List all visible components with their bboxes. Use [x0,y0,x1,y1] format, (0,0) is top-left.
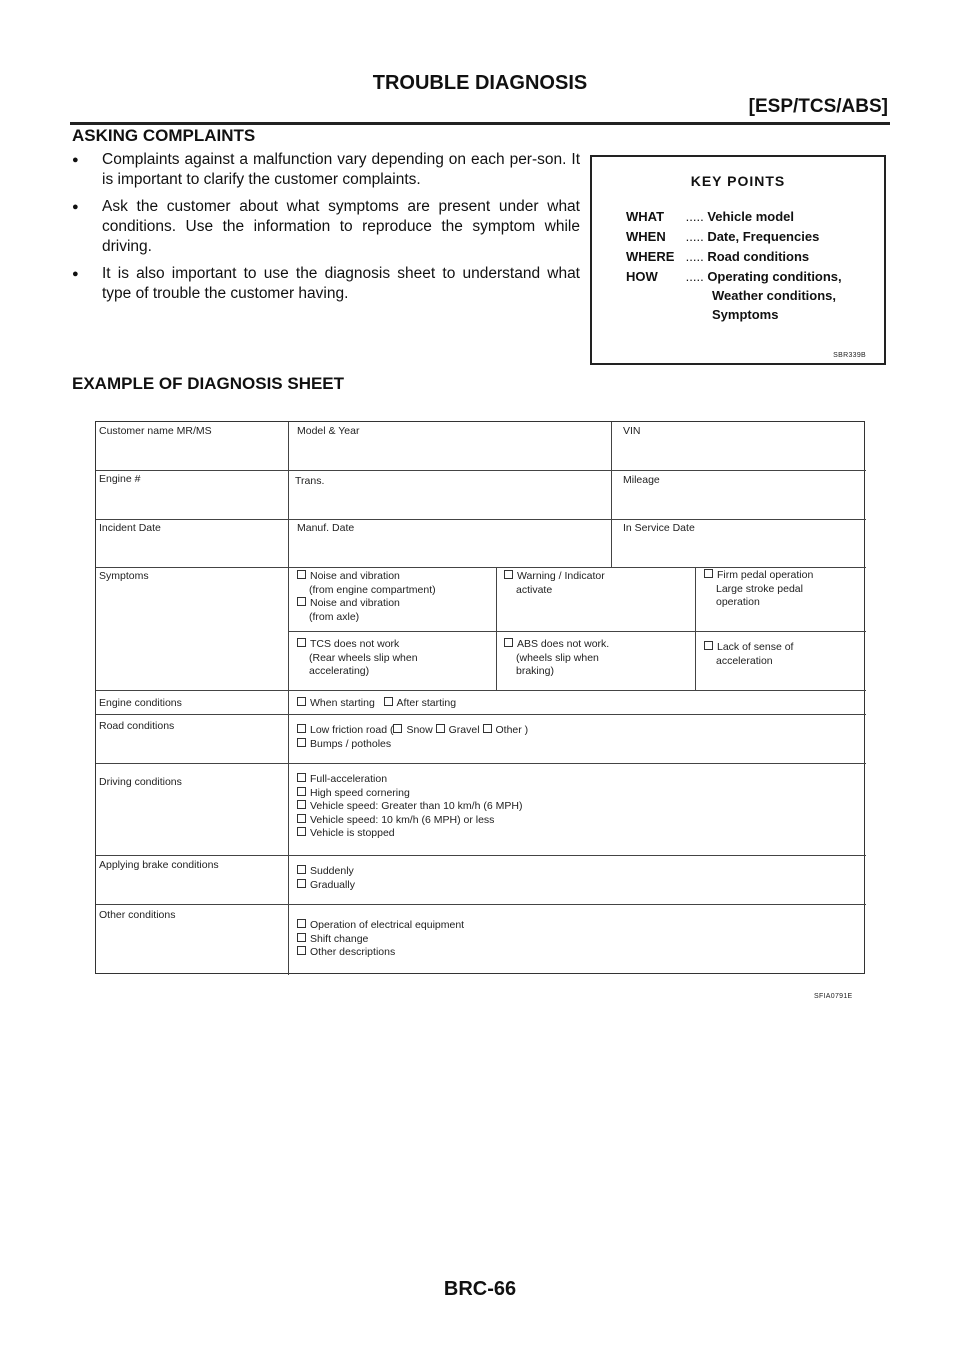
mileage-label: Mileage [623,474,660,486]
checkbox-icon[interactable] [384,697,393,706]
complaints-bullet-list [72,150,580,311]
engine-conditions-label: Engine conditions [99,697,182,709]
in-service-date-label: In Service Date [623,522,695,534]
checkbox-icon[interactable] [297,773,306,782]
checkbox-icon[interactable] [297,738,306,747]
key-point-where: WHERE ..... Road conditions [626,249,810,264]
driving-conditions-label: Driving conditions [99,776,182,788]
checkbox-icon[interactable] [297,946,306,955]
checkbox-icon[interactable] [297,879,306,888]
checkbox-icon[interactable] [297,638,306,647]
key-point-cont: Symptoms [712,307,779,322]
section-tag: [ESP/TCS/ABS] [748,96,888,117]
symptom-tcs: TCS does not work (Rear wheels slip when accelerating) [297,638,418,679]
diagnosis-sheet [95,421,865,974]
checkbox-icon[interactable] [297,697,306,706]
checkbox-icon[interactable] [504,638,513,647]
checkbox-icon[interactable] [704,569,713,578]
road-conditions-label: Road conditions [99,720,175,732]
figure-id: SFIA0791E [814,993,853,1000]
checkbox-icon[interactable] [297,814,306,823]
checkbox-icon[interactable] [297,724,306,733]
brake-conditions-label: Applying brake conditions [99,859,219,871]
driving-conditions-options: Full-acceleration High speed cornering Vehicle speed: Greater than 10 km/h (6 MPH) Vehicle speed: 10 km/h (6 MPH) or less Vehicle is stopped [297,773,522,841]
symptom-firm-pedal: Firm pedal operation Large stroke pedal operation [704,569,813,610]
engine-conditions-options: When starting After starting [297,697,456,711]
checkbox-icon[interactable] [483,724,492,733]
checkbox-icon[interactable] [297,597,306,606]
symptoms-label: Symptoms [99,570,149,582]
page-title: TROUBLE DIAGNOSIS [372,72,588,94]
checkbox-icon[interactable] [297,865,306,874]
header-rule [70,122,890,125]
key-point-cont: Weather conditions, [712,288,836,303]
key-point-what: WHAT ..... Vehicle model [626,209,795,224]
example-heading: EXAMPLE OF DIAGNOSIS SHEET [72,374,345,393]
page-number: BRC-66 [443,1278,517,1300]
checkbox-icon[interactable] [297,570,306,579]
brake-conditions-options: Suddenly Gradually [297,865,355,892]
checkbox-icon[interactable] [297,919,306,928]
checkbox-icon[interactable] [436,724,445,733]
bullet-item: ● Complaints against a malfunction vary depending on each per-son. It is important to clarify the customer complaints. [72,150,580,190]
trans-label: Trans. [295,475,325,487]
checkbox-icon[interactable] [393,724,402,733]
incident-date-label: Incident Date [99,522,161,534]
manuf-date-label: Manuf. Date [297,522,355,534]
key-point-when: WHEN ..... Date, Frequencies [626,229,820,244]
other-conditions-options: Operation of electrical equipment Shift change Other descriptions [297,919,464,960]
key-point-how: HOW ..... Operating conditions, [626,269,842,284]
asking-complaints-heading: ASKING COMPLAINTS [72,126,256,145]
checkbox-icon[interactable] [297,787,306,796]
symptom-lack-acceleration: Lack of sense of acceleration [704,641,793,668]
symptom-abs: ABS does not work. (wheels slip when braking) [504,638,609,679]
checkbox-icon[interactable] [297,933,306,942]
symptom-warning: Warning / Indicator activate [504,570,605,597]
road-conditions-options: Low friction road ( Snow Gravel Other ) Bumps / potholes [297,724,528,751]
checkbox-icon[interactable] [704,641,713,650]
checkbox-icon[interactable] [297,800,306,809]
vin-label: VIN [623,425,641,437]
symptom-noise-engine: Noise and vibration (from engine compartment) Noise and vibration (from axle) [297,570,436,624]
key-points-title: KEY POINTS [690,173,786,189]
customer-name-label: Customer name MR/MS [99,425,212,437]
bullet-item: ● It is also important to use the diagnosis sheet to understand what type of trouble the customer having. [72,264,580,304]
key-points-figure [590,155,886,365]
other-conditions-label: Other conditions [99,909,176,921]
model-year-label: Model & Year [297,425,360,437]
checkbox-icon[interactable] [297,827,306,836]
bullet-item: ● Ask the customer about what symptoms are present under what conditions. Use the information to reproduce the symptom while driving. [72,197,580,257]
checkbox-icon[interactable] [504,570,513,579]
engine-number-label: Engine # [99,473,141,485]
figure-id: SBR339B [833,352,866,359]
